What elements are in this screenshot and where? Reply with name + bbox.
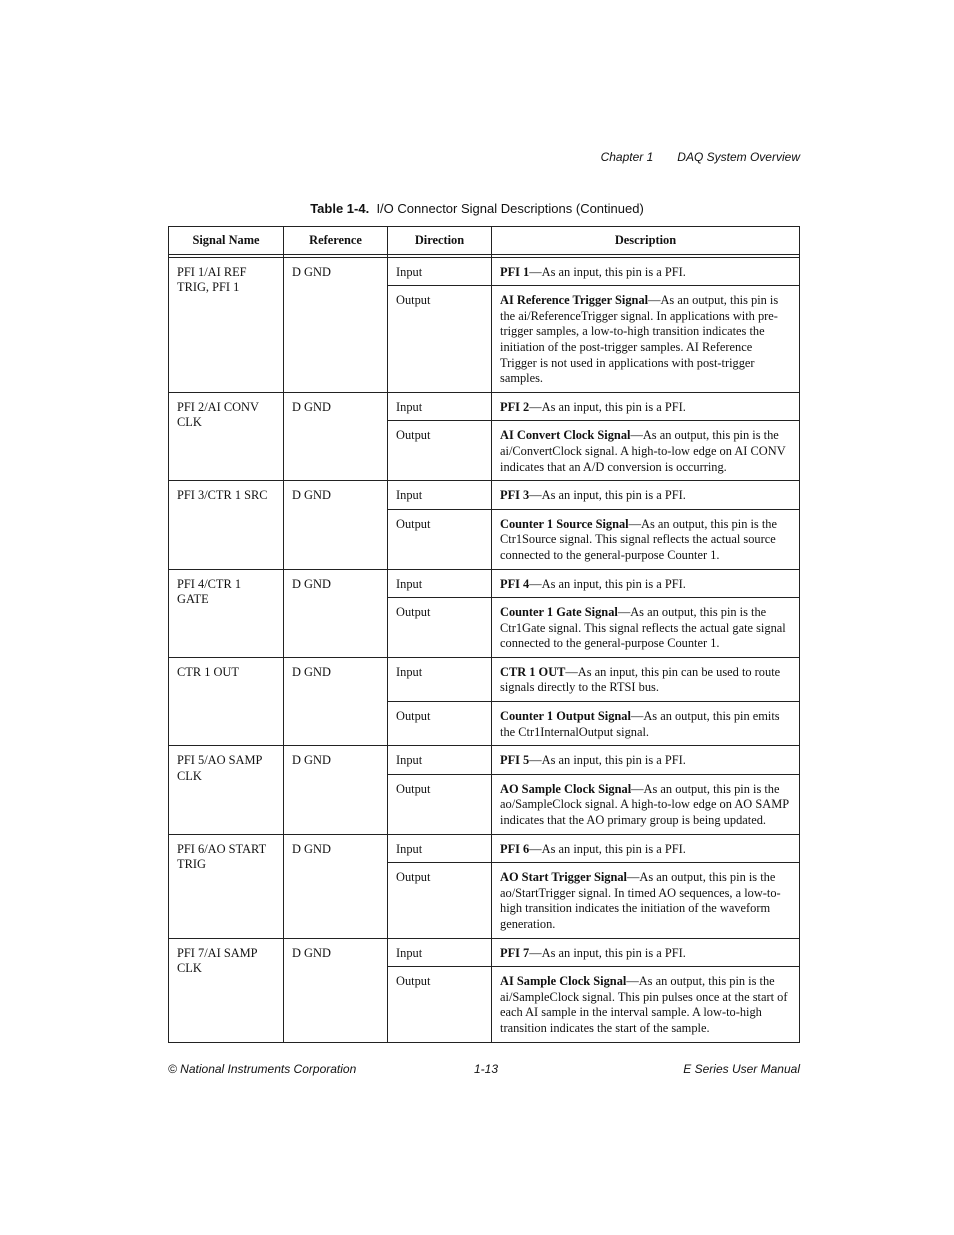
signal-name-cell: PFI 4/CTR 1 GATE — [169, 569, 284, 657]
direction-cell-output: Output — [388, 967, 492, 1042]
running-header — [601, 150, 800, 164]
signal-term: AO Start Trigger Signal — [500, 870, 628, 885]
description-text: —As an input, this pin is a PFI. — [529, 488, 686, 503]
description-cell-output — [492, 509, 800, 569]
description-text: —As an output, this pin is the ao/StartTrigger signal. In timed AO sequences, a low-to-high transition indicates the initiation of the waveform generation. — [500, 870, 781, 931]
signal-name-cell: PFI 2/AI CONV CLK — [169, 392, 284, 480]
description-cell-input — [492, 938, 800, 967]
direction-cell-input: Input — [388, 392, 492, 421]
reference-cell: D GND — [284, 257, 388, 392]
description-cell-output — [492, 863, 800, 938]
table-row — [169, 657, 800, 701]
description-cell-output — [492, 702, 800, 746]
signal-term: PFI 5 — [500, 753, 530, 768]
description-cell-output — [492, 774, 800, 834]
table-number: Table 1-4. — [310, 201, 370, 216]
signal-term: Counter 1 Gate Signal — [500, 605, 618, 620]
reference-cell: D GND — [284, 834, 388, 938]
signal-term: PFI 4 — [500, 576, 530, 591]
table-caption — [0, 201, 954, 216]
signal-term: Counter 1 Source Signal — [500, 516, 629, 531]
reference-cell: D GND — [284, 657, 388, 745]
description-cell-input — [492, 834, 800, 863]
direction-cell-output: Output — [388, 598, 492, 658]
description-text: —As an input, this pin can be used to route signals directly to the RTSI bus. — [500, 664, 781, 695]
description-cell-input — [492, 746, 800, 775]
direction-cell-input: Input — [388, 257, 492, 286]
direction-cell-input: Input — [388, 834, 492, 863]
signal-term: PFI 6 — [500, 841, 530, 856]
column-header-description: Description — [492, 227, 800, 255]
footer-manual-title: E Series User Manual — [683, 1062, 800, 1076]
column-header-signal-name: Signal Name — [169, 227, 284, 255]
direction-cell-input: Input — [388, 938, 492, 967]
table-row — [169, 392, 800, 421]
signal-name-cell: CTR 1 OUT — [169, 657, 284, 745]
signal-term: AI Convert Clock Signal — [500, 428, 631, 443]
signal-table — [168, 226, 800, 1043]
direction-cell-output: Output — [388, 702, 492, 746]
description-text: —As an input, this pin is a PFI. — [529, 841, 686, 856]
description-cell-output — [492, 286, 800, 393]
signal-name-cell: PFI 1/AI REF TRIG, PFI 1 — [169, 257, 284, 392]
direction-cell-input: Input — [388, 746, 492, 775]
reference-cell: D GND — [284, 746, 388, 834]
signal-term: AO Sample Clock Signal — [500, 781, 632, 796]
description-text: —As an output, this pin is the Ctr1Source signal. This signal reflects the actual source connected to the general-purpose Counter 1. — [500, 516, 777, 562]
signal-term: PFI 7 — [500, 945, 530, 960]
signal-term: Counter 1 Output Signal — [500, 709, 631, 724]
footer-copyright: © National Instruments Corporation — [168, 1062, 357, 1076]
table-row — [169, 257, 800, 286]
page-number: 1-13 — [474, 1062, 499, 1076]
signal-term: PFI 3 — [500, 488, 530, 503]
description-text: —As an output, this pin is the ai/SampleClock signal. This pin pulses once at the start of each AI sample in the interval sample. A low-to-high transition indicates the start of the sample. — [500, 974, 788, 1035]
description-text: —As an output, this pin is the ai/ReferenceTrigger signal. In applications with pre-trigger samples, a low-to-high transition indicates the initiation of the post-trigger samples. AI Reference Trigger is not used in applications with post-trigger samples. — [500, 293, 779, 386]
signal-name-cell: PFI 3/CTR 1 SRC — [169, 481, 284, 569]
reference-cell: D GND — [284, 569, 388, 657]
description-text: —As an output, this pin is the Ctr1Gate signal. This signal reflects the actual gate signal connected to the general-purpose Counter 1. — [500, 605, 786, 651]
table-row — [169, 746, 800, 775]
direction-cell-input: Input — [388, 481, 492, 510]
description-cell-input — [492, 657, 800, 701]
direction-cell-output: Output — [388, 286, 492, 393]
signal-term: PFI 2 — [500, 399, 530, 414]
description-text: —As an input, this pin is a PFI. — [529, 399, 686, 414]
signal-term: PFI 1 — [500, 264, 530, 279]
description-cell-input — [492, 481, 800, 510]
signal-term: AI Sample Clock Signal — [500, 974, 627, 989]
description-text: —As an output, this pin is the ai/ConvertClock signal. A high-to-low edge on AI CONV indicates that an A/D conversion is occurring. — [500, 428, 786, 474]
signal-name-cell: PFI 7/AI SAMP CLK — [169, 938, 284, 1042]
chapter-label: Chapter 1 — [600, 150, 654, 164]
description-cell-output — [492, 967, 800, 1042]
signal-name-cell: PFI 6/AO START TRIG — [169, 834, 284, 938]
description-text: —As an output, this pin emits the Ctr1InternalOutput signal. — [500, 709, 780, 739]
table-row — [169, 481, 800, 510]
description-cell-output — [492, 421, 800, 481]
reference-cell: D GND — [284, 481, 388, 569]
table-row — [169, 569, 800, 598]
direction-cell-output: Output — [388, 774, 492, 834]
description-cell-input — [492, 392, 800, 421]
direction-cell-input: Input — [388, 569, 492, 598]
column-header-direction: Direction — [388, 227, 492, 255]
table-body — [169, 257, 800, 1042]
direction-cell-output: Output — [388, 509, 492, 569]
signal-name-cell: PFI 5/AO SAMP CLK — [169, 746, 284, 834]
table-row — [169, 834, 800, 863]
direction-cell-output: Output — [388, 863, 492, 938]
description-text: —As an input, this pin is a PFI. — [529, 264, 686, 279]
reference-cell: D GND — [284, 392, 388, 480]
description-cell-input — [492, 569, 800, 598]
description-text: —As an input, this pin is a PFI. — [529, 576, 686, 591]
signal-term: CTR 1 OUT — [500, 664, 566, 679]
description-cell-input — [492, 257, 800, 286]
table-header-row — [169, 227, 800, 255]
reference-cell: D GND — [284, 938, 388, 1042]
column-header-reference: Reference — [284, 227, 388, 255]
description-text: —As an output, this pin is the ao/SampleClock signal. A high-to-low edge on AO SAMP indicates that the AO primary group is being updated. — [500, 781, 789, 828]
direction-cell-output: Output — [388, 421, 492, 481]
table-title: I/O Connector Signal Descriptions (Continued) — [376, 201, 644, 216]
direction-cell-input: Input — [388, 657, 492, 701]
section-title: DAQ System Overview — [677, 150, 800, 164]
description-text: —As an input, this pin is a PFI. — [529, 945, 686, 960]
description-cell-output — [492, 598, 800, 658]
description-text: —As an input, this pin is a PFI. — [529, 753, 686, 768]
signal-term: AI Reference Trigger Signal — [500, 293, 649, 308]
table-row — [169, 938, 800, 967]
